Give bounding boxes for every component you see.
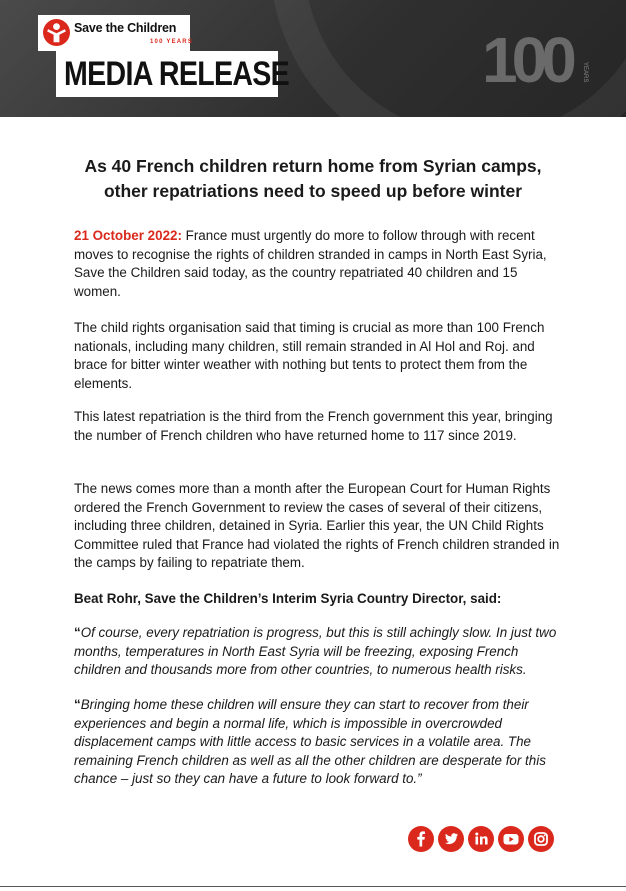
twitter-button[interactable] [438,826,464,852]
quote-2-open-mark: “ [74,697,81,712]
headline [60,154,566,204]
anniversary-word: YEARS [582,62,588,83]
quote-1-text: Of course, every repatriation is progress, but this is still achingly slow. In just two months, temperatures in North East Syria will be freezing, exposing French children and thousands more from other countries, to numerous health risks. [74,625,557,677]
instagram-icon [528,826,554,852]
facebook-button[interactable] [408,826,434,852]
logo[interactable] [38,15,194,51]
linkedin-icon [468,826,494,852]
quote-2-text: Bringing home these children will ensure they can start to recover from their experiences and begin a normal life, which is impossible in overcrowded displacement camps with little access to basic services in a volatile area. The remaining French children as well as all the other children are desperate for this chance – just so they can have a future to look forward to.” [74,697,546,786]
paragraph-2: The child rights organisation said that timing is crucial as more than 100 French nationals, including many children, still remain stranded in Al Hol and Roj. and brace for bitter winter weather with nothing but tents to protect them from the elements. [74,320,545,391]
anniversary-100-years-logo [482,20,594,92]
quote-2 [74,696,560,789]
paragraph-1-text: France must urgently do more to follow through with recent moves to recognise the rights of children stranded in camps in North East Syria, Save the Children said today, as the country repatriated 40 children and 15 women. [74,228,547,299]
logo-name: Save the Children [74,21,177,35]
logo-child-icon [43,19,70,46]
footer-divider [0,886,626,887]
header-banner [0,0,626,117]
paragraph-3: This latest repatriation is the third from the French government this year, bringing the number of French children who have returned home to 117 since 2019. [74,409,553,443]
speaker-attribution: Beat Rohr, Save the Children’s Interim Syria Country Director, said: [74,591,502,606]
logo-years: 100 YEARS [150,39,194,45]
headline-line-1: As 40 French children return home from Syrian camps, [84,156,542,176]
quote-1 [74,624,560,680]
dateline: 21 October 2022: [74,228,182,243]
media-release-text: MEDIA RELEASE [64,55,290,93]
media-release-label [56,51,290,97]
headline-line-2: other repatriations need to speed up before winter [103,181,523,201]
instagram-button[interactable] [528,826,554,852]
youtube-button[interactable] [498,826,524,852]
paragraph-1 [74,227,560,301]
paragraph-4: The news comes more than a month after the European Court for Human Rights ordered the French Government to review the cases of several of their citizens, including three children, detained in Syria. Earlier this year, the UN Child Rights Committee ruled that France had violated the rights of French children stranded in the camps by failing to repatriate them. [74,481,560,570]
twitter-icon [438,826,464,852]
facebook-icon [408,826,434,852]
anniversary-number: 100 [482,24,571,92]
linkedin-button[interactable] [468,826,494,852]
quote-1-open-mark: “ [74,625,81,640]
youtube-icon [498,826,524,852]
